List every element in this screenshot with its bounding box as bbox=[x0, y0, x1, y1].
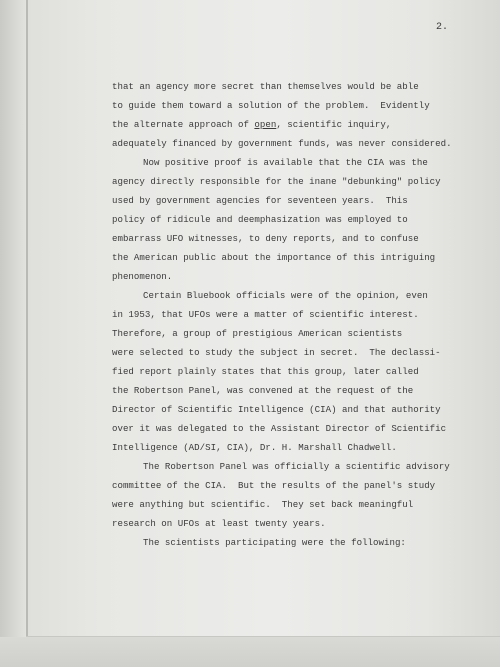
typed-text-body bbox=[112, 80, 492, 555]
text-line: to guide them toward a solution of the problem. Evidently bbox=[112, 100, 430, 111]
text-line: were selected to study the subject in secret. The declassi- bbox=[112, 347, 441, 358]
page-number: 2. bbox=[436, 22, 449, 33]
text-line: embarrass UFO witnesses, to deny reports, and to confuse bbox=[112, 233, 419, 244]
text-line: the Robertson Panel, was convened at the request of the bbox=[112, 385, 414, 396]
text-line: adequately financed by government funds, was never considered. bbox=[112, 138, 452, 149]
text-line: Therefore, a group of prestigious American scientists bbox=[112, 328, 403, 339]
text-line: the American public about the importance of this intriguing bbox=[112, 252, 436, 263]
text-line: used by government agencies for seventeen years. This bbox=[112, 195, 408, 206]
text-line: Director of Scientific Intelligence (CIA) and that authority bbox=[112, 404, 441, 415]
text-line: were anything but scientific. They set back meaningful bbox=[112, 499, 414, 510]
text-line: Intelligence (AD/SI, CIA), Dr. H. Marshall Chadwell. bbox=[112, 442, 397, 453]
text-line: agency directly responsible for the inane "debunking" policy bbox=[112, 176, 441, 187]
paragraph-start-line: Now positive proof is available that the CIA was the bbox=[143, 157, 428, 168]
text-line: committee of the CIA. But the results of the panel's study bbox=[112, 480, 436, 491]
text-line: over it was delegated to the Assistant Director of Scientific bbox=[112, 423, 447, 434]
text-line: phenomenon. bbox=[112, 271, 173, 282]
paragraph-start-line: The Robertson Panel was officially a scientific advisory bbox=[143, 461, 450, 472]
text-segment: the alternate approach of bbox=[112, 119, 255, 130]
underlined-word: open bbox=[254, 119, 277, 130]
background-surface bbox=[0, 637, 500, 667]
page-edge-line bbox=[26, 0, 28, 667]
text-line: in 1953, that UFOs were a matter of scientific interest. bbox=[112, 309, 419, 320]
paragraph-start-line: The scientists participating were the following: bbox=[143, 537, 406, 548]
page-left-edge bbox=[0, 0, 26, 667]
text-line: policy of ridicule and deemphasization was employed to bbox=[112, 214, 408, 225]
text-line: that an agency more secret than themselves would be able bbox=[112, 81, 419, 92]
text-line: fied report plainly states that this group, later called bbox=[112, 366, 419, 377]
paragraph-start-line: Certain Bluebook officials were of the opinion, even bbox=[143, 290, 428, 301]
text-line bbox=[112, 118, 492, 137]
text-segment: , scientific inquiry, bbox=[276, 119, 392, 130]
text-line: research on UFOs at least twenty years. bbox=[112, 518, 326, 529]
